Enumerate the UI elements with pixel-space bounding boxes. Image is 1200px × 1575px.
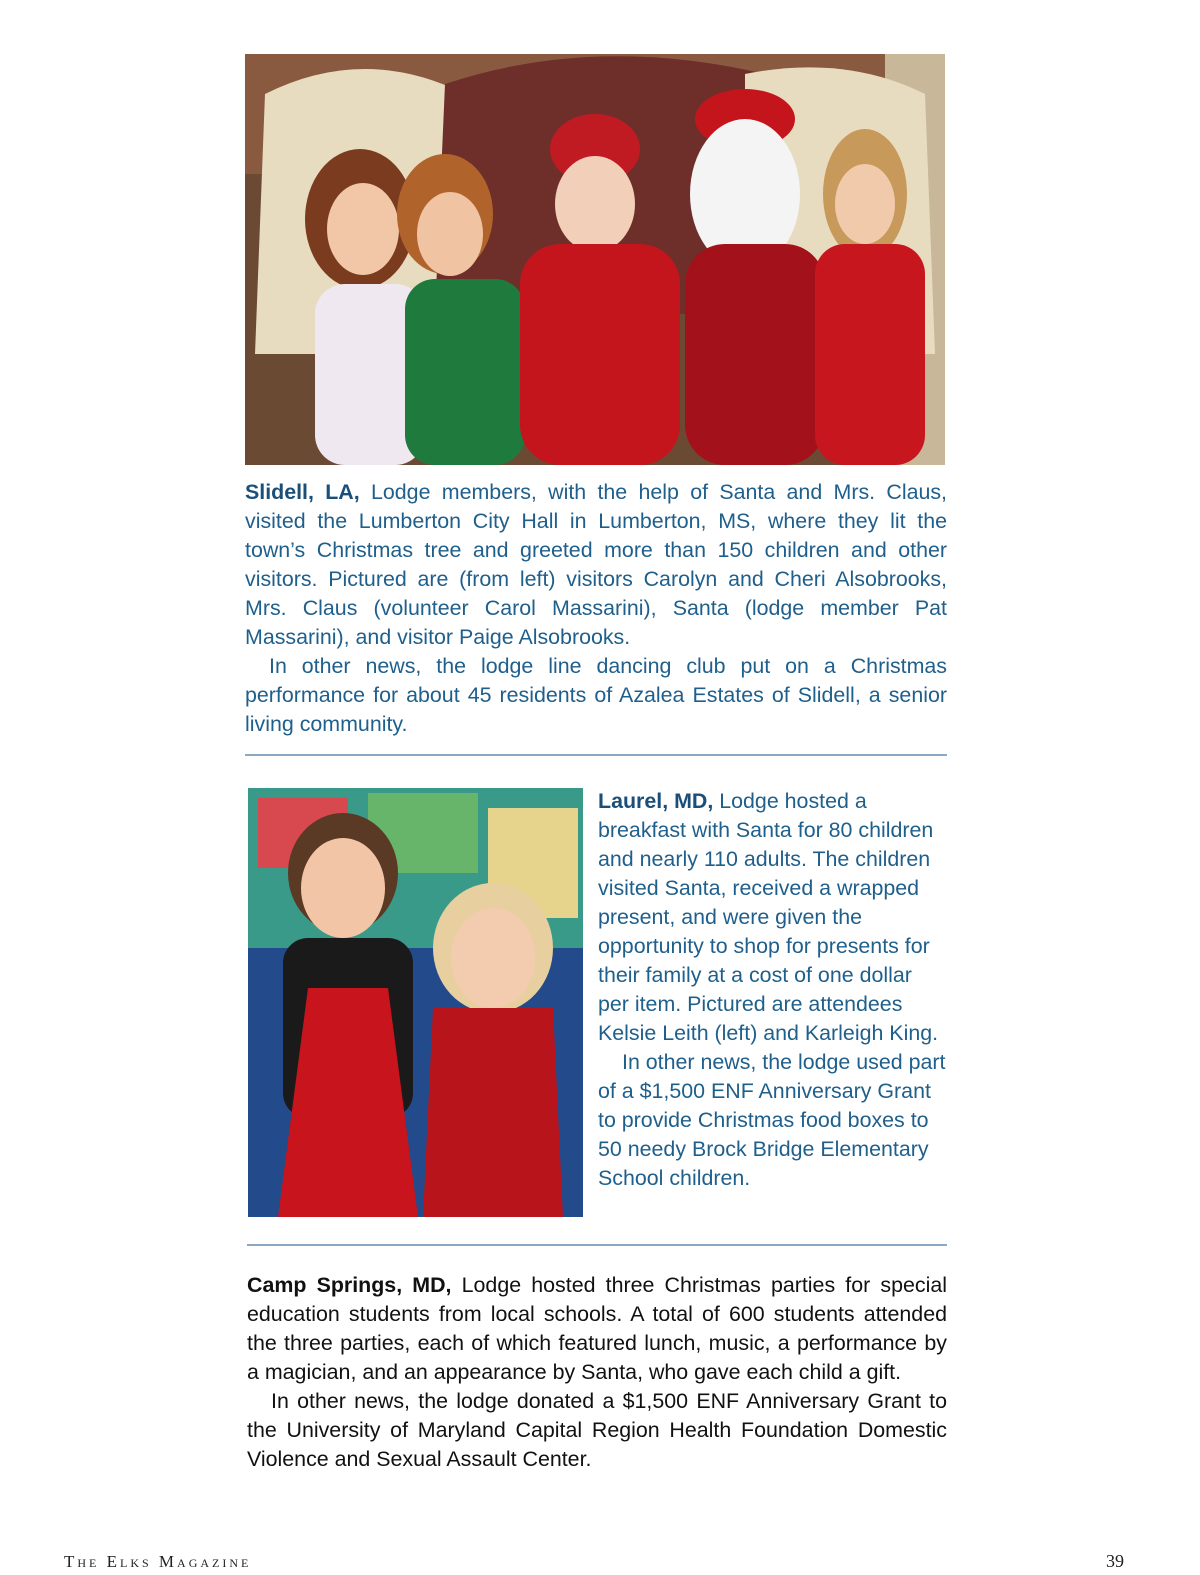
story-camp-springs — [247, 1271, 947, 1474]
story-laurel-lead: Laurel, MD, — [598, 789, 714, 813]
girls-photo — [248, 788, 583, 1217]
story-camp-springs-body: Lodge hosted three Christmas parties for special education students from local schools. A total of 600 students attended the three parties, each of which featured lunch, music, a performance by a magician, and an appearance by Santa, who gave each child a gift. — [247, 1273, 947, 1384]
section-divider — [247, 1244, 947, 1246]
magazine-title: The Elks Magazine — [64, 1552, 252, 1571]
santa-group-photo — [245, 54, 945, 465]
page-number: 39 — [1106, 1551, 1124, 1571]
story-slidell — [245, 478, 947, 739]
story-slidell-lead: Slidell, LA, — [245, 480, 360, 504]
story-laurel-body: Lodge hosted a breakfast with Santa for 80 children and nearly 110 adults. The children visited Santa, received a wrapped present, and were given the opportunity to shop for presents for their family at a cost of one dollar per item. Pictured are attendees Kelsie Leith (left) and Karleigh King. — [598, 789, 939, 1045]
story-slidell-body: Lodge members, with the help of Santa and Mrs. Claus, visited the Lumberton City Hall in Lumberton, MS, where they lit the town’s Christmas tree and greeted more than 150 children and other visitors. Pictured are (from left) visitors Carolyn and Cheri Alsobrooks, Mrs. Claus (volunteer Carol Massarini), Santa (lodge member Pat Massarini), and visitor Paige Alsobrooks. — [245, 480, 947, 649]
story-slidell-body2: In other news, the lodge line dancing club put on a Christmas performance for about 45 residents of Azalea Estates of Slidell, a senior living community. — [245, 654, 947, 736]
story-laurel-body2: In other news, the lodge used part of a $1,500 ENF Anniversary Grant to provide Christmas food boxes to 50 needy Brock Bridge Elementary School children. — [598, 1050, 946, 1190]
story-camp-springs-lead: Camp Springs, MD, — [247, 1273, 452, 1297]
section-divider — [245, 754, 947, 756]
story-laurel — [598, 787, 948, 1193]
story-camp-springs-body2: In other news, the lodge donated a $1,500 ENF Anniversary Grant to the University of Maryland Capital Region Health Foundation Domestic Violence and Sexual Assault Center. — [247, 1389, 947, 1471]
